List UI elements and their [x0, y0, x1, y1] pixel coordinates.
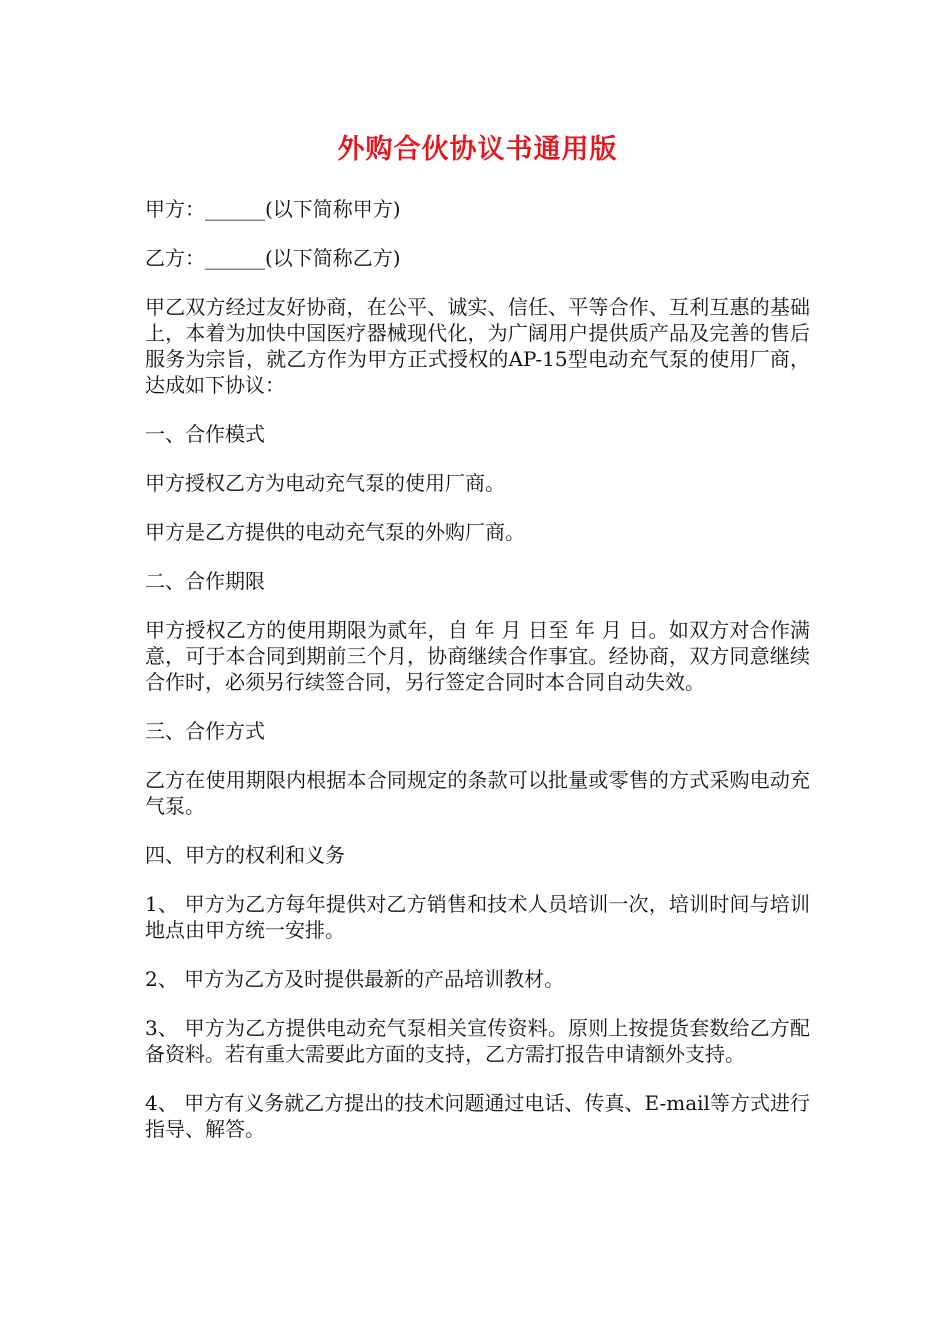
section-paragraph: 甲方授权乙方的使用期限为贰年，自 年 月 日至 年 月 日。如双方对合作满意，可于本合同到期前三个月，协商继续合作事宜。经协商，双方同意继续合作时，必须另行续签合同，另行签定合同时本合同自动失效。	[145, 618, 810, 694]
section-heading-cooperation-term: 二、合作期限	[145, 569, 265, 593]
section-paragraph: 3、 甲方为乙方提供电动充气泵相关宣传资料。原则上按提货套数给乙方配备资料。若有重大需要此方面的支持，乙方需打报告申请额外支持。	[145, 1016, 810, 1066]
section-paragraph: 甲方授权乙方为电动充气泵的使用厂商。	[145, 471, 505, 495]
section-paragraph: 2、 甲方为乙方及时提供最新的产品培训教材。	[145, 967, 565, 991]
intro-paragraph: 甲乙双方经过友好协商，在公平、诚实、信任、平等合作、互利互惠的基础上，本着为加快中国医疗器械现代化，为广阔用户提供质产品及完善的售后服务为宗旨，就乙方作为甲方正式授权的AP-15型电动充气泵的使用厂商，达成如下协议：	[145, 295, 810, 397]
section-heading-cooperation-method: 三、合作方式	[145, 719, 265, 743]
document-page	[145, 128, 810, 1165]
party-b-line: 乙方：______(以下简称乙方)	[145, 246, 401, 270]
section-paragraph: 1、 甲方为乙方每年提供对乙方销售和技术人员培训一次，培训时间与培训地点由甲方统一安排。	[145, 892, 810, 942]
section-paragraph: 甲方是乙方提供的电动充气泵的外购厂商。	[145, 520, 525, 544]
document-title: 外购合伙协议书通用版	[337, 134, 618, 165]
section-heading-cooperation-mode: 一、合作模式	[145, 422, 265, 446]
section-paragraph: 4、 甲方有义务就乙方提出的技术问题通过电话、传真、E-mail等方式进行指导、解答。	[145, 1091, 810, 1141]
section-paragraph: 乙方在使用期限内根据本合同规定的条款可以批量或零售的方式采购电动充气泵。	[145, 768, 810, 818]
section-heading-party-a-rights: 四、甲方的权利和义务	[145, 843, 345, 867]
party-a-line: 甲方：______(以下简称甲方)	[145, 197, 401, 221]
